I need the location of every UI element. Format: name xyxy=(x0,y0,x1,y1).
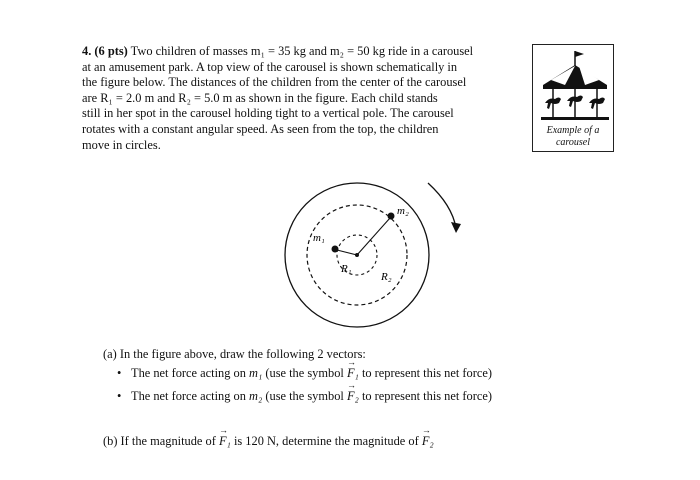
mass-symbol: m₂ xyxy=(249,389,263,403)
vector-symbol: → F₁ xyxy=(219,434,231,449)
bullet-icon: • xyxy=(117,366,122,380)
problem-text-line: the figure below. The distances of the children from the center of the carousel xyxy=(82,75,467,90)
vector-symbol: → F₂ xyxy=(422,434,434,449)
problem-text-line: at an amusement park. A top view of the carousel is shown schematically in xyxy=(82,59,458,74)
carousel-caption-line2: carousel xyxy=(555,137,591,148)
problem-points: (6 pts) xyxy=(94,44,128,58)
bullet-text: (use the symbol xyxy=(262,389,347,403)
label-R2: R₂ xyxy=(381,271,392,283)
part-a-bullets xyxy=(117,366,492,412)
bullet-item-2 xyxy=(117,389,492,412)
carousel-caption-line1: Example of a xyxy=(546,125,600,136)
part-a-prompt: (a) In the figure above, draw the following 2 vectors: xyxy=(103,347,366,361)
problem-number: 4. xyxy=(82,44,92,58)
label-m2: m₂ xyxy=(397,205,409,217)
rotation-direction-arrow xyxy=(428,183,456,228)
bullet-text: (use the symbol xyxy=(262,366,347,380)
bullet-text: The net force acting on xyxy=(131,366,250,380)
part-b-text: is 120 N, determine the magnitude of xyxy=(230,434,422,448)
label-R1: R₁ xyxy=(341,263,352,275)
bullet-text: to represent this net force) xyxy=(358,389,492,403)
problem-text-line: Two children of masses m₁ = 35 kg and m₂ = 50 kg ride in a carousel xyxy=(130,44,474,58)
problem-text-line: still in her spot in the carousel holding tight to a vertical pole. The carousel xyxy=(82,106,454,121)
bullet-item-1 xyxy=(117,366,492,389)
child-m2-dot xyxy=(388,213,395,220)
bullet-text: The net force acting on xyxy=(131,389,250,403)
bullet-text: to represent this net force) xyxy=(358,366,492,380)
label-m1: m₁ xyxy=(313,232,325,244)
radius-R1-line xyxy=(337,250,357,255)
radius-R2-line xyxy=(357,218,390,255)
child-m1-dot xyxy=(332,246,339,253)
vector-symbol: → F₁ xyxy=(347,366,359,381)
problem-text-line: rotates with a constant angular speed. As seen from the top, the children xyxy=(82,121,439,136)
bullet-icon: • xyxy=(117,389,122,403)
problem-text-line: move in circles. xyxy=(82,137,161,152)
part-b-text: (b) If the magnitude of xyxy=(103,434,219,448)
part-b-prompt xyxy=(103,434,434,449)
arrow-head-icon xyxy=(451,222,461,233)
mass-symbol: m₁ xyxy=(249,366,263,380)
vector-symbol: → F₂ xyxy=(347,389,359,404)
problem-text-line: are R₁ = 2.0 m and R₂ = 5.0 m as shown in the figure. Each child stands xyxy=(82,90,438,105)
